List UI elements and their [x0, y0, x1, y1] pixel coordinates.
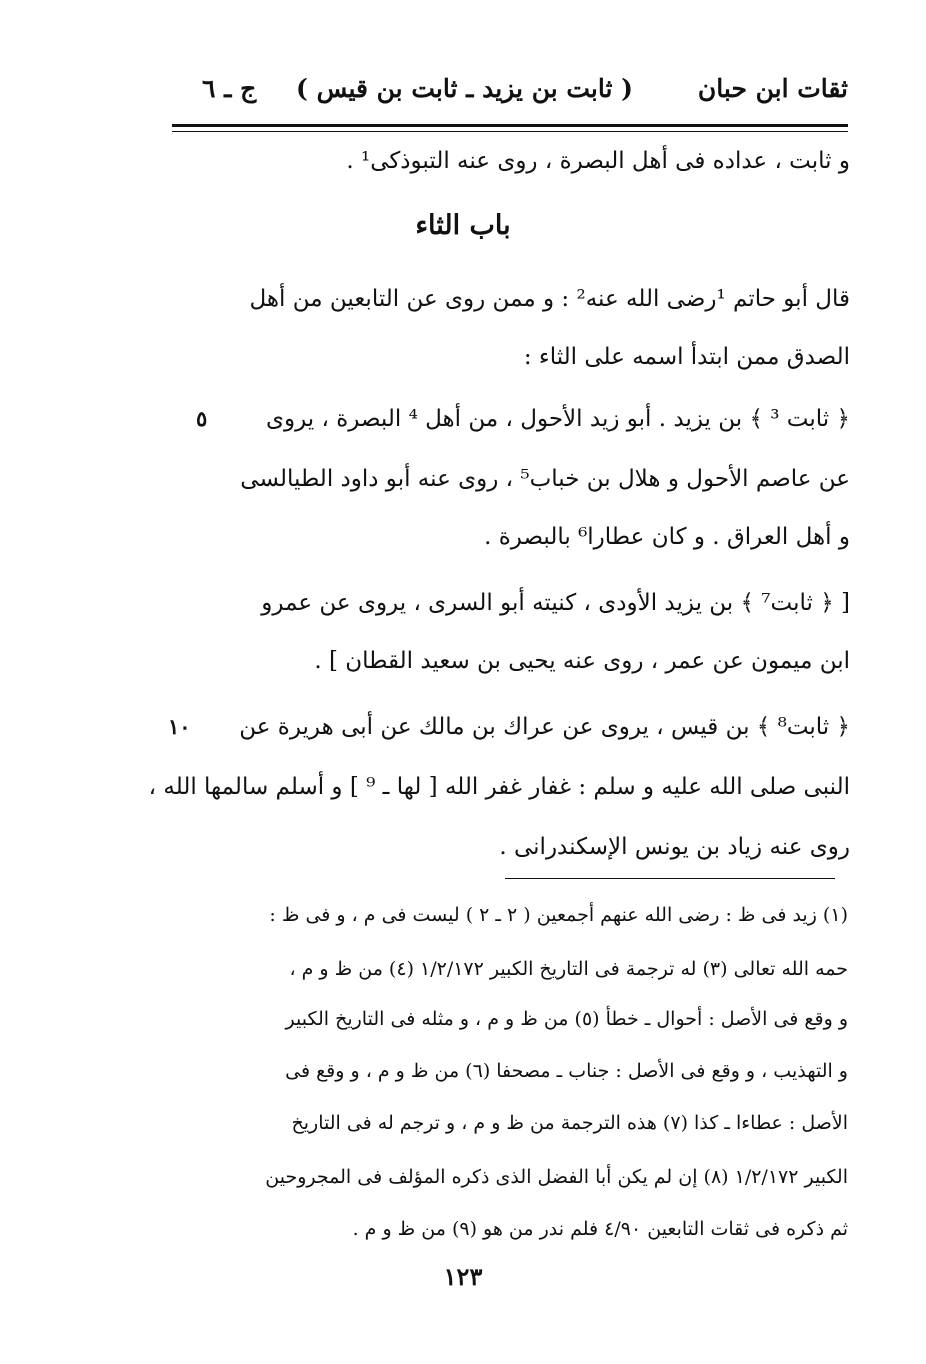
- footnote-line: و وقع فى الأصل : أحوال ـ خطأ (٥) من ظ و م ، و مثله فى التاريخ الكبير: [285, 1008, 848, 1030]
- footnote-line: الأصل : عطاءا ـ كذا (٧) هذه الترجمة من ظ و م ، و ترجم له فى التاريخ: [291, 1112, 848, 1134]
- body-line: و أهل العراق . و كان عطارا⁶ بالبصرة .: [484, 524, 850, 550]
- header-rule-thin: [172, 131, 848, 132]
- body-line: روى عنه زياد بن يونس الإسكندرانى .: [499, 834, 850, 860]
- footnote-rule: [505, 878, 835, 879]
- body-line: ابن ميمون عن عمر ، روى عنه يحيى بن سعيد القطان ] .: [314, 648, 850, 674]
- body-line: النبى صلى الله عليه و سلم : غفار غفر الله [ لها ـ ⁹ ] و أسلم سالمها الله ،: [148, 774, 850, 800]
- footnote-line: (١) زيد فى ظ : رضى الله عنهم أجمعين ( ٢ ـ ٢ ) ليست فى م ، و فى ظ :: [269, 904, 848, 926]
- body-line: عن عاصم الأحول و هلال بن خباب⁵ ، روى عنه أبو داود الطيالسى: [240, 466, 850, 492]
- body-line: ﴿ ثابت ³ ﴾ بن يزيد . أبو زيد الأحول ، من أهل ⁴ البصرة ، يروى: [265, 406, 850, 432]
- header-book-title: ثقات ابن حبان: [697, 74, 848, 103]
- chapter-title: باب الثاء: [415, 210, 511, 241]
- header-volume: ج ـ ٦: [202, 74, 257, 103]
- header-rule-thick: [172, 124, 848, 127]
- top-line: و ثابت ، عداده فى أهل البصرة ، روى عنه التبوذكى¹ .: [346, 148, 850, 174]
- body-line: [ ﴿ ثابت⁷ ﴾ بن يزيد الأودى ، كنيته أبو السرى ، يروى عن عمرو: [261, 590, 850, 616]
- margin-line-number: ٥: [196, 406, 208, 431]
- footnote-line: الكبير ١/٢/١٧٢ (٨) إن لم يكن أبا الفضل الذى ذكره المؤلف فى المجروحين: [265, 1166, 848, 1188]
- running-header: [172, 68, 848, 114]
- footnote-line: و التهذيب ، و وقع فى الأصل : جناب ـ مصحفا (٦) من ظ و م ، و وقع فى: [285, 1060, 848, 1082]
- footnote-line: حمه الله تعالى (٣) له ترجمة فى التاريخ الكبير ١/٢/١٧٢ (٤) من ظ و م ،: [289, 958, 848, 980]
- page-number: ١٢٣: [443, 1262, 483, 1291]
- body-line: ﴿ ثابت⁸ ﴾ بن قيس ، يروى عن عراك بن مالك عن أبى هريرة عن: [239, 714, 850, 740]
- margin-line-number: ١٠: [168, 714, 191, 739]
- header-section: ( ثابت بن يزيد ـ ثابت بن قيس ): [296, 74, 633, 103]
- body-line: قال أبو حاتم ¹رضى الله عنه² : و ممن روى عن التابعين من أهل: [249, 286, 850, 312]
- body-line: الصدق ممن ابتدأ اسمه على الثاء :: [523, 344, 850, 370]
- footnote-line: ثم ذكره فى ثقات التابعين ٤/٩٠ فلم ندر من هو (٩) من ظ و م .: [352, 1218, 848, 1240]
